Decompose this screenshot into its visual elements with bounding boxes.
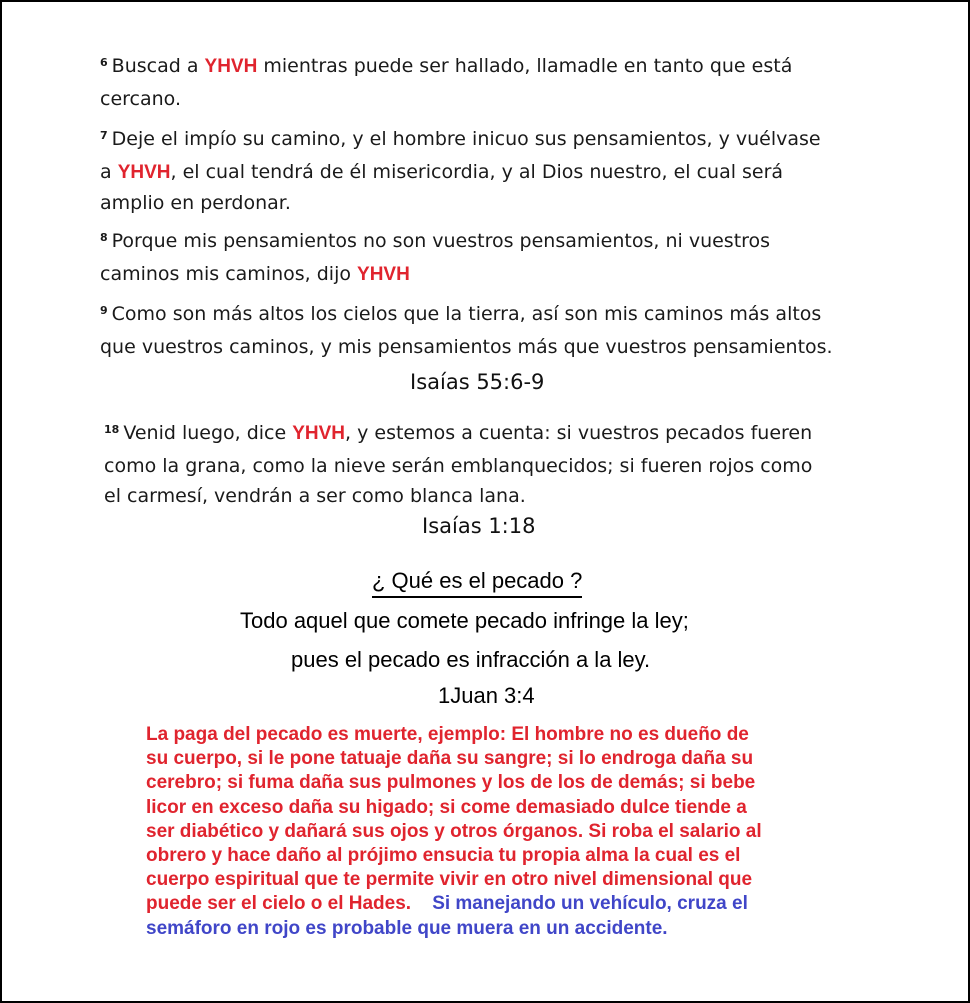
verse-6-line-2: cercano. bbox=[100, 88, 181, 110]
verse-9-line-1 bbox=[100, 299, 833, 332]
reference-1-juan: 1Juan 3:4 bbox=[438, 683, 535, 708]
verse-number: 6 bbox=[100, 56, 108, 69]
verse-8-line-1 bbox=[100, 226, 770, 259]
verse-6 bbox=[100, 51, 792, 114]
explanation-line: La paga del pecado es muerte, ejemplo: El hombre no es dueño de bbox=[146, 724, 749, 745]
verse-text: caminos mis caminos, dijo bbox=[100, 263, 358, 285]
verse-7-line-2 bbox=[100, 157, 821, 188]
explanation-line-mixed bbox=[146, 892, 846, 916]
explanation-line: licor en exceso daña su higado; si come demasiado dulce tiende a bbox=[146, 796, 747, 818]
explanation-paragraph bbox=[146, 723, 846, 941]
verse-8-line-2 bbox=[100, 259, 770, 290]
explanation-line: su cuerpo, si le pone tatuaje daña su sangre; si lo endroga daña su bbox=[146, 748, 754, 770]
verse-7-line-3: amplio en perdonar. bbox=[100, 192, 291, 214]
reference-isaiah-55: Isaías 55:6-9 bbox=[410, 370, 545, 394]
verse-text: Deje el impío su camino, y el hombre inicuo sus pensamientos, y vuélvase bbox=[111, 128, 821, 150]
verse-6-line-1 bbox=[100, 51, 792, 84]
verse-text: mientras puede ser hallado, llamadle en tanto que está bbox=[263, 55, 793, 77]
verse-8 bbox=[100, 226, 770, 290]
verse-text: Como son más altos los cielos que la tierra, así son mis caminos más altos bbox=[111, 303, 822, 325]
divine-name: YHVH bbox=[292, 423, 346, 444]
verse-number: 8 bbox=[100, 231, 108, 244]
explanation-line: obrero y hace daño al prójimo ensucia tu propia alma la cual es el bbox=[146, 845, 741, 867]
warning-text: semáforo en rojo es probable que muera en un accidente. bbox=[146, 917, 668, 939]
explanation-line: cuerpo espiritual que te permite vivir en otro nivel dimensional que bbox=[146, 869, 753, 891]
verse-18-line-3: el carmesí, vendrán a ser como blanca lana. bbox=[104, 485, 526, 507]
verse-text: , el cual tendrá de él misericordia, y al Dios nuestro, el cual será bbox=[170, 161, 784, 183]
verse-7-line-1 bbox=[100, 124, 821, 157]
verse-number: 9 bbox=[100, 304, 108, 317]
verse-18-line-1 bbox=[104, 418, 812, 451]
divine-name: YHVH bbox=[357, 264, 410, 285]
verse-text: Buscad a bbox=[111, 55, 205, 77]
verse-18-line-2: como la grana, como la nieve serán emblanquecidos; si fueren rojos como bbox=[104, 455, 813, 477]
sin-question-heading: ¿ Qué es el pecado ? bbox=[372, 568, 582, 598]
explanation-line: ser diabético y dañará sus ojos y otros órganos. Si roba el salario al bbox=[146, 820, 762, 842]
verse-9-line-2: que vuestros caminos, y mis pensamientos más que vuestros pensamientos. bbox=[100, 336, 833, 358]
divine-name: YHVH bbox=[204, 56, 258, 77]
verse-number: 18 bbox=[104, 423, 120, 436]
verse-number: 7 bbox=[100, 129, 108, 142]
verse-text: Porque mis pensamientos no son vuestros pensamientos, ni vuestros bbox=[111, 230, 771, 252]
warning-text: Si manejando un vehículo, cruza el bbox=[432, 893, 748, 915]
explanation-red-text: puede ser el cielo o el Hades. bbox=[146, 893, 412, 915]
verse-18 bbox=[104, 418, 812, 511]
verse-text: , y estemos a cuenta: si vuestros pecados fueren bbox=[345, 422, 813, 444]
divine-name: YHVH bbox=[117, 162, 171, 183]
definition-line-2: pues el pecado es infracción a la ley. bbox=[291, 647, 651, 672]
verse-9 bbox=[100, 299, 833, 362]
reference-isaiah-1: Isaías 1:18 bbox=[422, 514, 536, 538]
verse-text: a bbox=[100, 161, 118, 183]
verse-7 bbox=[100, 124, 821, 218]
verse-text: Venid luego, dice bbox=[123, 422, 293, 444]
explanation-line: cerebro; si fuma daña sus pulmones y los de los de demás; si bebe bbox=[146, 772, 756, 794]
definition-line-1: Todo aquel que comete pecado infringe la ley; bbox=[240, 608, 689, 633]
